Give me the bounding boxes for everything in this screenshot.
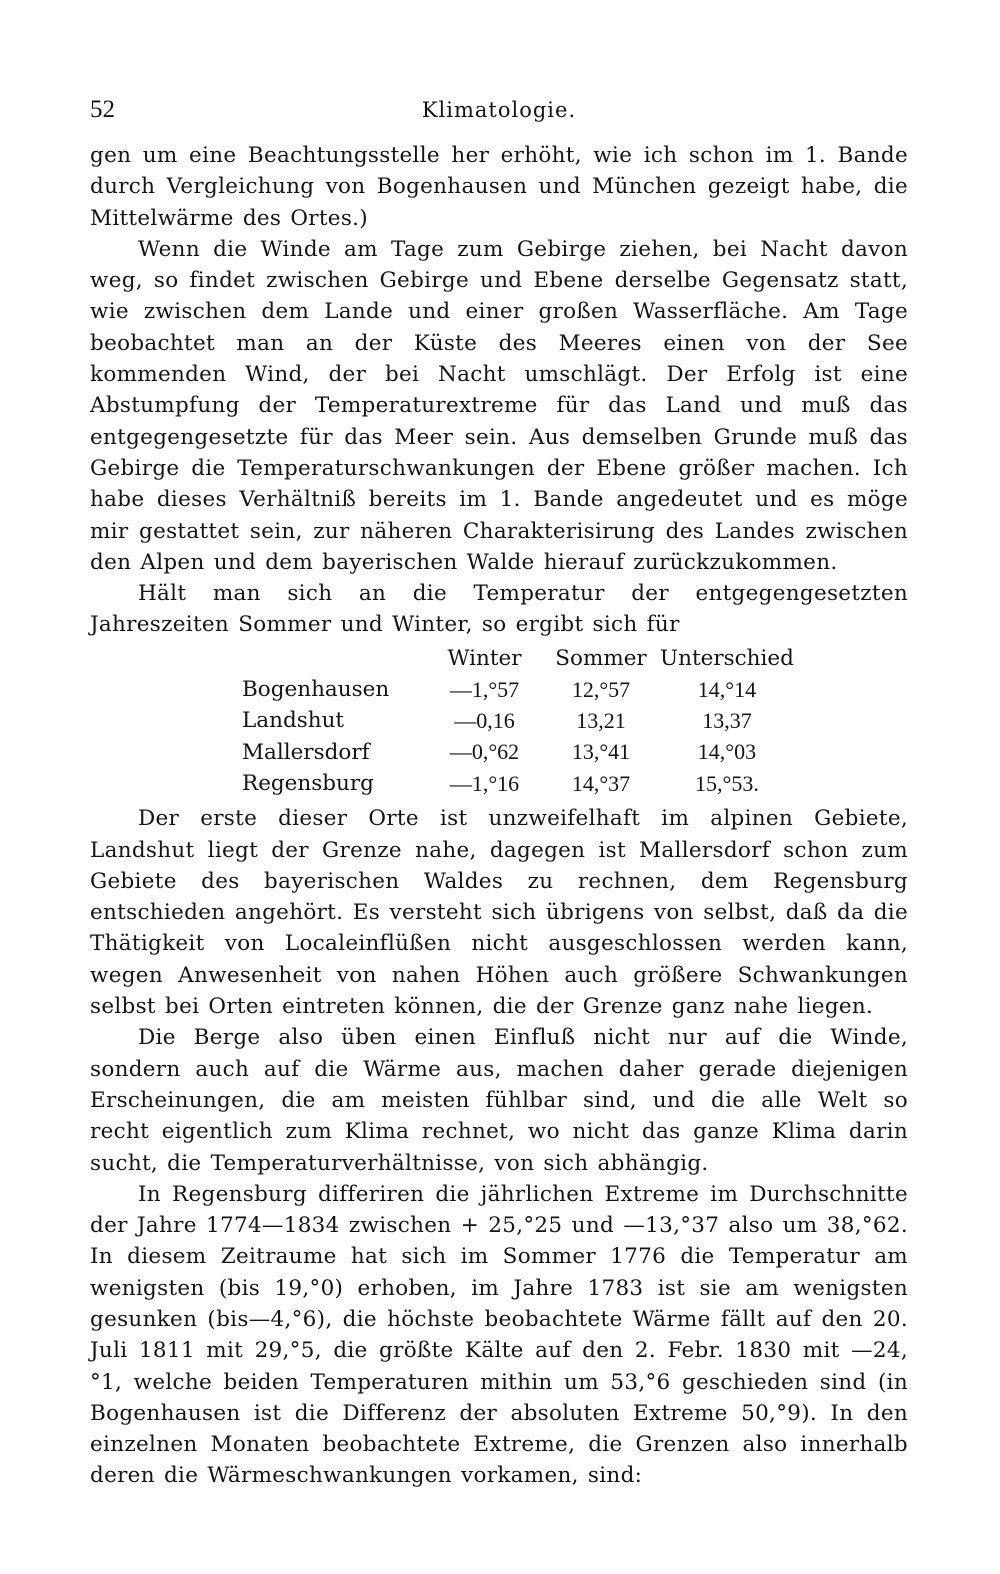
table-cell-summer: 12,°57 [571, 676, 631, 702]
table-cell-winter: —0,16 [454, 707, 515, 733]
body-text [90, 140, 908, 1492]
table-header-winter: Winter [447, 645, 522, 671]
table-row [242, 705, 794, 736]
table-cell-summer: 13,°41 [571, 739, 631, 765]
table-cell-winter: —1,°57 [449, 676, 520, 702]
document-page [90, 96, 908, 1492]
paragraph-regensburg-extremes: In Regensburg differiren die jährlichen Extreme im Durchschnitte der Jahre 1774—1834 zwischen + 25,°25 und —13,°37 also um 38,°62. In diesem Zeitraume hat sich im Sommer 1776 die Temperatur am wenigsten (bis 19,°0) erhoben, im Jahre 1783 ist sie am wenigsten gesunken (bis—4,°6), die höchste beobachtete Wärme fällt auf den 20. Juli 1811 mit 29,°5, die größte Kälte auf den 2. Febr. 1830 mit —24,°1, welche beiden Temperaturen mithin um 53,°6 geschieden sind (in Bogenhausen ist die Differenz der absoluten Extreme 50,°9). In den einzelnen Monaten beobachtete Extreme, die Grenzen also innerhalb deren die Wärmeschwankungen vorkamen, sind: [90, 1181, 908, 1489]
table-row [242, 768, 794, 799]
table-cell-place: Landshut [242, 708, 345, 734]
page-header [90, 96, 908, 132]
paragraph-winds: Wenn die Winde am Tage zum Gebirge ziehen, bei Nacht davon weg, so findet zwischen Gebirge und Ebene derselbe Gegensatz statt, wie zwischen dem Lande und einer großen Wasserfläche. Am Tage beobachtet man an der Küste des Meeres einen von der See kommenden Wind, der bei Nacht umschlägt. Der Erfolg ist eine Abstumpfung der Temperaturextreme für das Land und muß das entgegengesetzte für das Meer sein. Aus demselben Grunde muß das Gebirge die Temperaturschwankungen der Ebene größer machen. Ich habe dieses Verhältniß bereits im 1. Bande angedeutet und es möge mir gestattet sein, zur näheren Charakterisirung des Landes zwischen den Alpen und dem bayerischen Walde hierauf zurückzukommen. [90, 236, 908, 575]
table-cell-place: Bogenhausen [242, 677, 390, 703]
table-row [242, 737, 794, 768]
table-cell-winter: —0,°62 [449, 739, 520, 765]
temperature-table [242, 643, 794, 799]
table-row [242, 674, 794, 705]
table-cell-difference: 14,°14 [697, 676, 757, 702]
table-header-difference: Unterschied [660, 645, 794, 671]
table-cell-difference: 14,°03 [697, 739, 757, 765]
paragraph-seasons-intro: Hält man sich an die Temperatur der entgegengesetzten Jahreszeiten Sommer und Winter, so ergibt sich für [90, 581, 908, 638]
table-cell-summer: 13,21 [576, 707, 626, 733]
table-cell-winter: —1,°16 [449, 770, 520, 796]
table-cell-summer: 14,°37 [571, 770, 631, 796]
table-header-summer: Sommer [555, 645, 647, 671]
paragraph-continuation: gen um eine Beachtungsstelle her erhöht, wie ich schon im 1. Bande durch Vergleichung von Bogenhausen und München gezeigt habe, die Mittelwärme des Ortes.) [90, 143, 908, 231]
table-cell-place: Regensburg [242, 771, 374, 797]
page-number: 52 [90, 96, 115, 123]
paragraph-mountains: Die Berge also üben einen Einfluß nicht nur auf die Winde, sondern auch auf die Wärme aus, machen daher gerade diejenigen Erscheinungen, die am meisten fühlbar sind, und die alle Welt so recht eigentlich zum Klima rechnet, wo nicht das ganze Klima darin sucht, die Temperaturverhältnisse, von sich abhängig. [90, 1025, 908, 1176]
table-cell-place: Mallersdorf [242, 739, 370, 765]
table-cell-difference: 15,°53. [695, 770, 759, 796]
paragraph-locations: Der erste dieser Orte ist unzweifelhaft im alpinen Gebiete, Landshut liegt der Grenze nahe, dagegen ist Mallersdorf schon zum Gebiete des bayerischen Waldes zu rechnen, dem Regensburg entschieden angehört. Es versteht sich übrigens von selbst, daß da die Thätigkeit von Localeinflüßen nicht ausgeschlossen werden kann, wegen Anwesenheit von nahen Höhen auch größere Schwankungen selbst bei Orten eintreten können, die der Grenze ganz nahe liegen. [90, 806, 908, 1020]
table-header-place [242, 643, 427, 674]
table-cell-difference: 13,37 [702, 707, 752, 733]
table-header-row [242, 643, 794, 674]
running-title: Klimatologie. [421, 98, 577, 122]
